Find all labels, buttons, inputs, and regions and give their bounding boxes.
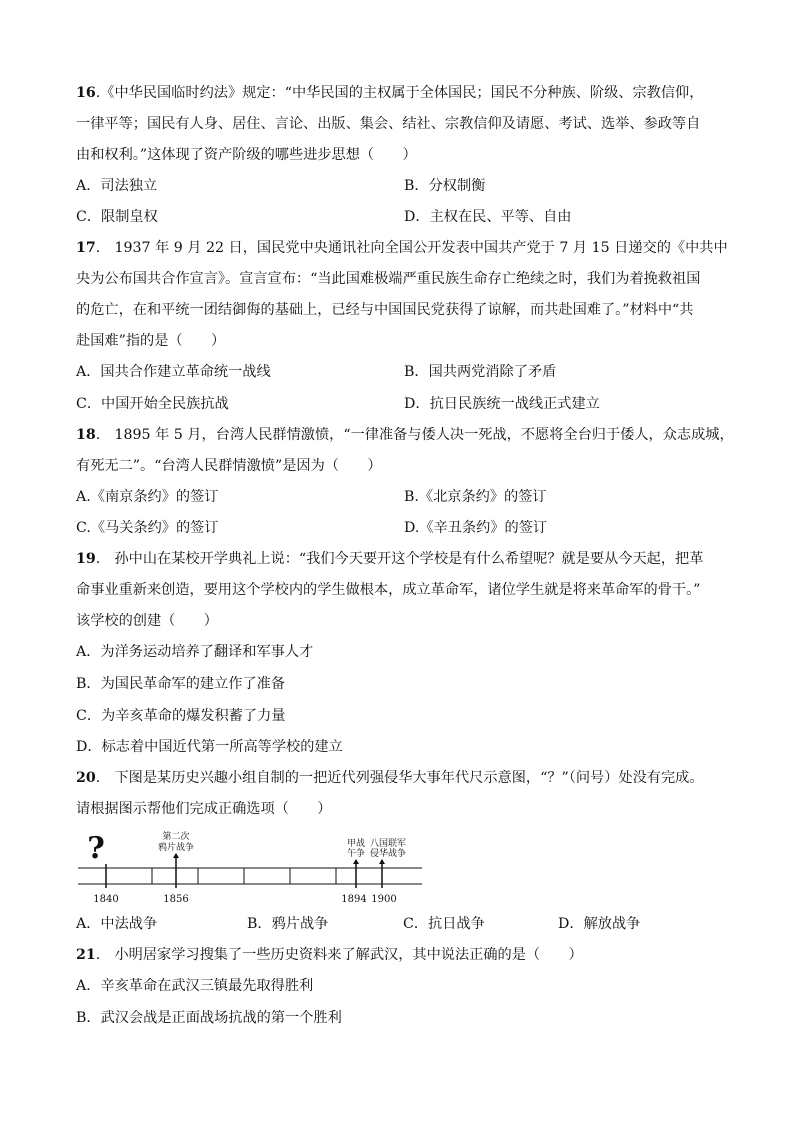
question-16-line-2: 一律平等；国民有人身、居住、言论、出版、集会、结社、宗教信仰及请愿、考试、选举、参政等自 [76,116,701,132]
question-20-number: 20 [76,770,96,786]
question-16-line-3: 由和权利。”这体现了资产阶级的哪些进步思想（ ） [76,147,417,163]
question-17-option-d[interactable]: D．抗日民族统一战线正式建立 [404,396,600,412]
question-20-option-d[interactable]: D．解放战争 [558,916,641,932]
question-20-option-a[interactable]: A．中法战争 [76,916,158,932]
question-18-option-d[interactable]: D.《辛丑条约》的签订 [404,520,548,536]
question-18-line-2: 有死无二”。“台湾人民群情激愤”是因为（ ） [76,458,382,474]
question-17-line-1 [76,238,728,258]
timeline-figure [76,828,426,908]
question-16-text-1: .《中华民国临时约法》规定：“中华民国的主权属于全体国民；国民不分种族、阶级、宗教信仰， [95,85,704,101]
question-17-option-c[interactable]: C．中国开始全民族抗战 [76,396,229,412]
question-16-option-c[interactable]: C．限制皇权 [76,209,158,225]
question-21-text-1: . 小明居家学习搜集了一些历史资料来了解武汉，其中说法正确的是（ ） [95,947,583,963]
question-17-line-4: 赴国难”指的是（ ） [76,333,226,349]
label-1856-line2: 鸦片战争 [157,843,195,853]
label-1900-line2: 侵华战争 [369,849,407,859]
question-17-option-b[interactable]: B．国共两党消除了矛盾 [404,364,557,380]
question-20-option-c[interactable]: C．抗日战争 [403,916,485,932]
question-17-number: 17 [76,240,96,256]
label-1900-line1: 八国联军 [369,839,407,849]
question-20-line-1 [76,768,704,788]
arrow-1894 [353,859,359,864]
question-mark: ? [87,831,105,866]
question-16-option-b[interactable]: B．分权制衡 [404,178,486,194]
label-1894-line1: 甲战 [346,839,366,849]
question-19-option-d[interactable]: D．标志着中国近代第一所高等学校的建立 [76,739,343,755]
question-16-option-a[interactable]: A．司法独立 [76,178,158,194]
year-1894: 1894 [341,894,367,905]
question-19-option-b[interactable]: B．为国民革命军的建立作了准备 [76,676,286,692]
label-1894-line2: 午争 [346,849,366,859]
question-17-text-1: . 1937 年 9 月 22 日，国民党中央通讯社向全国公开发表中国共产党于 7 月 15 日递交的《中共中 [95,240,728,256]
question-19-number: 19 [76,551,96,567]
question-16-option-d[interactable]: D．主权在民、平等、自由 [404,209,572,225]
question-20-line-2: 请根据图示帮他们完成正确选项（ ） [76,801,332,817]
question-19-line-1 [76,549,703,569]
question-18-number: 18 [76,427,96,443]
question-17-line-2: 央为公布国共合作宣言》。宣言宣布：“当此国难极端严重民族生命存亡绝续之时，我们为着挽救祖国 [76,271,701,287]
question-17-line-3: 的危亡，在和平统一团结御侮的基础上，已经与中国国民党获得了谅解，而共赴国难了。”材料中“共 [76,302,694,318]
question-17-option-a[interactable]: A．国共合作建立革命统一战线 [76,364,271,380]
question-19-line-2: 命事业重新来创造，要用这个学校内的学生做根本，成立革命军，诸位学生就是将来革命军的骨干。” [76,582,701,598]
question-16-number: 16 [76,85,96,101]
year-1856: 1856 [163,894,189,905]
year-1900: 1900 [371,894,397,905]
question-18-line-1 [76,425,734,445]
question-16-line-1 [76,83,703,103]
question-21-line-1 [76,945,583,965]
year-1840: 1840 [93,894,119,905]
question-18-text-1: . 1895 年 5 月，台湾人民群情激愤，“一律准备与倭人决一死战，不愿将全台归于倭人，众志成城， [95,427,734,443]
question-20-text-1: . 下图是某历史兴趣小组自制的一把近代列强侵华大事年代尺示意图，“？”（问号）处没有完成。 [95,770,704,786]
question-21-option-a[interactable]: A．辛亥革命在武汉三镇最先取得胜利 [76,978,314,994]
question-21-number: 21 [76,947,96,963]
label-1856-line1: 第二次 [162,832,190,842]
question-19-text-1: . 孙中山在某校开学典礼上说：“我们今天要开这个学校是有什么希望呢？就是要从今天起，把革 [95,551,704,567]
question-19-option-a[interactable]: A．为洋务运动培养了翻译和军事人才 [76,644,314,660]
arrow-1856 [173,853,179,858]
question-19-option-c[interactable]: C．为辛亥革命的爆发积蓄了力量 [76,708,286,724]
question-21-option-b[interactable]: B．武汉会战是正面战场抗战的第一个胜利 [76,1010,342,1026]
question-18-option-b[interactable]: B.《北京条约》的签订 [404,489,547,505]
question-18-option-a[interactable]: A.《南京条约》的签订 [76,489,219,505]
arrow-1900 [379,859,385,864]
question-19-line-3: 该学校的创建（ ） [76,613,218,629]
question-18-option-c[interactable]: C.《马关条约》的签订 [76,520,219,536]
question-20-option-b[interactable]: B．鸦片战争 [247,916,329,932]
